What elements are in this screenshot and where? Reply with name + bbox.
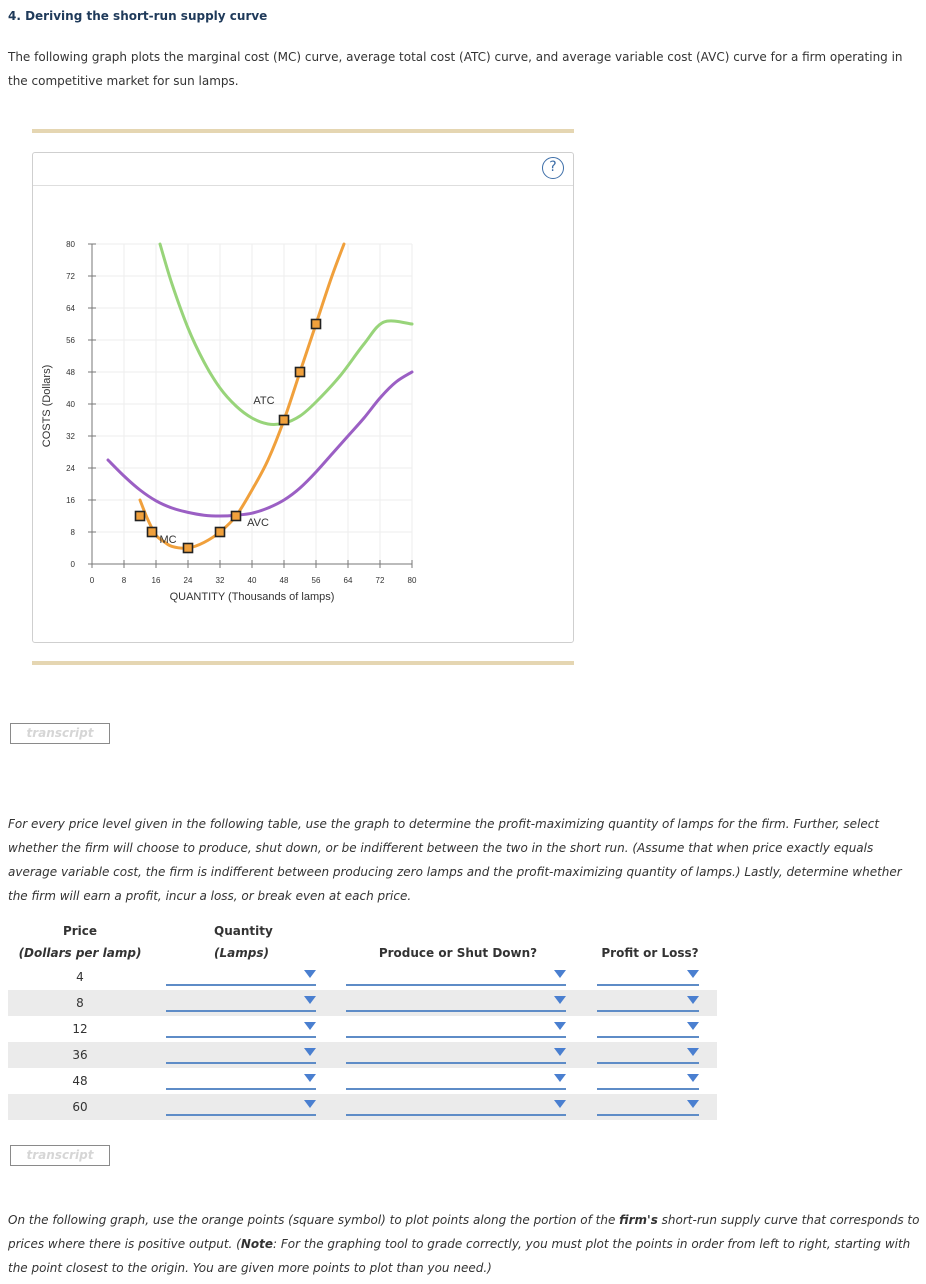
cost-curves-chart[interactable]	[33, 153, 573, 642]
profit-dropdown[interactable]	[597, 968, 699, 986]
chevron-down-icon	[554, 1022, 566, 1030]
y-tick-label: 16	[66, 496, 75, 505]
table-instructions: For every price level given in the following table, use the graph to determine the profit-maximizing quantity of lamps for the firm. Further, select whether the firm will choose to produce, shut down, or be indifferent between the two in the short run. (Assume that when price exactly equals average variable cost, the firm is indifferent between producing zero lamps and the profit-maximizing quantity of lamps.) Lastly, determine whether the firm will earn a profit, incur a loss, or break even at each price.	[8, 817, 902, 903]
y-axis-title: COSTS (Dollars)	[41, 364, 53, 448]
square-point-marker[interactable]	[148, 528, 157, 537]
atc-curve	[160, 244, 412, 424]
y-tick-label: 56	[66, 336, 75, 345]
produce-dropdown[interactable]	[346, 1046, 566, 1064]
quantity-dropdown[interactable]	[166, 994, 316, 1012]
quantity-dropdown[interactable]	[166, 1020, 316, 1038]
chevron-down-icon	[687, 1048, 699, 1056]
square-point-marker[interactable]	[232, 512, 241, 521]
square-point-marker[interactable]	[136, 512, 145, 521]
y-tick-label: 48	[66, 368, 75, 377]
x-tick-label: 40	[247, 576, 257, 585]
square-point-marker[interactable]	[296, 368, 305, 377]
graph-panel	[32, 152, 574, 643]
chevron-down-icon	[304, 1100, 316, 1108]
divider-top	[32, 129, 574, 133]
x-tick-label: 32	[215, 576, 225, 585]
price-cell: 60	[72, 1100, 88, 1114]
header-quantity-unit: (Lamps)	[214, 946, 269, 960]
profit-dropdown[interactable]	[597, 1046, 699, 1064]
header-profit: Profit or Loss?	[601, 946, 699, 960]
table-header	[8, 920, 718, 964]
produce-dropdown[interactable]	[346, 1072, 566, 1090]
graph-instructions: On the following graph, use the orange points (square symbol) to plot points along the portion of the firm's short-run supply curve that corresponds to prices where there is positive output. (Note: For the graphing tool to grade correctly, you must plot the points in order from left to right, starting with the point closest to the origin. You are given more points to plot than you need.)	[8, 1213, 920, 1275]
intro-text: The following graph plots the marginal cost (MC) curve, average total cost (ATC) curve, and average variable cost (AVC) curve for a firm operating in the competitive market for sun lamps.	[8, 50, 903, 88]
chevron-down-icon	[304, 1074, 316, 1082]
header-quantity: Quantity	[214, 924, 273, 938]
y-tick-label: 80	[66, 240, 75, 249]
help-icon[interactable]: ?	[542, 157, 564, 179]
y-tick-label: 72	[66, 272, 75, 281]
x-tick-label: 56	[311, 576, 321, 585]
produce-dropdown[interactable]	[346, 994, 566, 1012]
chevron-down-icon	[687, 996, 699, 1004]
x-tick-label: 48	[279, 576, 289, 585]
page-title: 4. Deriving the short-run supply curve	[8, 9, 268, 23]
table-row	[8, 990, 717, 1016]
profit-dropdown[interactable]	[597, 1020, 699, 1038]
quantity-dropdown[interactable]	[166, 968, 316, 986]
table-row	[8, 1042, 717, 1068]
y-tick-label: 8	[70, 528, 75, 537]
square-point-marker[interactable]	[216, 528, 225, 537]
transcript-button-2[interactable]: transcript	[10, 1145, 110, 1166]
y-tick-label: 24	[66, 464, 75, 473]
x-tick-label: 72	[375, 576, 385, 585]
transcript-button[interactable]: transcript	[10, 723, 110, 744]
header-price-unit: (Dollars per lamp)	[18, 946, 142, 960]
header-price: Price	[62, 924, 98, 938]
chevron-down-icon	[304, 1048, 316, 1056]
chevron-down-icon	[304, 1022, 316, 1030]
y-tick-label: 64	[66, 304, 75, 313]
price-cell: 48	[72, 1074, 88, 1088]
price-cell: 8	[76, 996, 84, 1010]
table-row	[8, 964, 717, 990]
x-axis-title: QUANTITY (Thousands of lamps)	[169, 591, 335, 603]
mc-label: MC	[159, 534, 177, 547]
x-tick-label: 64	[343, 576, 353, 585]
table-row	[8, 1094, 717, 1120]
profit-dropdown[interactable]	[597, 994, 699, 1012]
chevron-down-icon	[687, 1074, 699, 1082]
chevron-down-icon	[554, 1100, 566, 1108]
table-row	[8, 1016, 717, 1042]
price-cell: 12	[72, 1022, 88, 1036]
chevron-down-icon	[554, 1048, 566, 1056]
x-tick-label: 24	[183, 576, 193, 585]
x-tick-label: 16	[151, 576, 161, 585]
y-tick-label: 40	[66, 400, 75, 409]
header-produce: Produce or Shut Down?	[378, 946, 538, 960]
x-tick-label: 8	[121, 576, 127, 585]
chevron-down-icon	[554, 1074, 566, 1082]
quantity-dropdown[interactable]	[166, 1046, 316, 1064]
chevron-down-icon	[554, 996, 566, 1004]
price-cell: 36	[72, 1048, 88, 1062]
square-point-marker[interactable]	[280, 416, 289, 425]
avc-curve	[108, 372, 412, 516]
chevron-down-icon	[687, 970, 699, 978]
produce-dropdown[interactable]	[346, 1098, 566, 1116]
square-point-marker[interactable]	[312, 320, 321, 329]
quantity-dropdown[interactable]	[166, 1098, 316, 1116]
x-tick-label: 0	[89, 576, 95, 585]
profit-dropdown[interactable]	[597, 1098, 699, 1116]
chevron-down-icon	[554, 970, 566, 978]
chevron-down-icon	[304, 970, 316, 978]
square-point-marker[interactable]	[184, 544, 193, 553]
x-tick-label: 80	[407, 576, 417, 585]
quantity-dropdown[interactable]	[166, 1072, 316, 1090]
mc-curve	[140, 244, 344, 548]
divider-bottom	[32, 661, 574, 665]
produce-dropdown[interactable]	[346, 968, 566, 986]
produce-dropdown[interactable]	[346, 1020, 566, 1038]
table-row	[8, 1068, 717, 1094]
chevron-down-icon	[687, 1022, 699, 1030]
atc-label: ATC	[253, 395, 275, 407]
chevron-down-icon	[687, 1100, 699, 1108]
price-cell: 4	[76, 970, 84, 984]
y-tick-label: 0	[70, 560, 75, 569]
avc-label: AVC	[247, 517, 269, 529]
profit-dropdown[interactable]	[597, 1072, 699, 1090]
chevron-down-icon	[304, 996, 316, 1004]
y-tick-label: 32	[66, 432, 75, 441]
